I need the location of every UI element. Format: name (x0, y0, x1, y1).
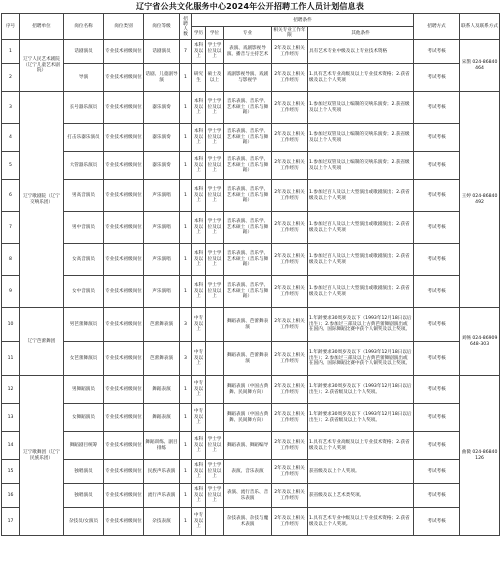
cell-category: 专业技术初级岗位 (104, 376, 144, 404)
cell-level: 舞蹈训练、剧目排练 (144, 432, 180, 460)
cell-exp: 2年及以上相关工作经历 (272, 64, 308, 92)
cell-category: 专业技术初级岗位 (104, 212, 144, 244)
cell-post: 女舞蹈演员 (64, 404, 104, 432)
cell-edu: 本科及以上 (192, 152, 206, 180)
cell-edu: 中专及以上 (192, 342, 206, 376)
cell-exp: 2年及以上相关工作经历 (272, 244, 308, 276)
header-level: 岗位等级 (144, 14, 180, 40)
cell-exp: 2年及以上相关工作经历 (272, 276, 308, 308)
cell-other: 1.参加过双管及以上编制的交响乐演奏；2.获省级及以上个人奖项 (308, 124, 414, 152)
cell-method: 考试考核 (414, 64, 460, 92)
table-row (2, 152, 500, 180)
cell-contact: 曲微 024-86840126 (460, 376, 500, 536)
table-row (2, 212, 500, 244)
cell-degree: 学士学位及以上 (206, 212, 224, 244)
cell-major: 舞蹈表演、芭蕾舞表演 (224, 308, 272, 342)
cell-post: 男芭蕾舞演员 (64, 308, 104, 342)
cell-other: 1.参加过百人及以上大型演出或歌剧演出；2.获省级及以上个人奖项 (308, 276, 414, 308)
cell-post: 独唱演员 (64, 484, 104, 508)
table-row (2, 64, 500, 92)
cell-other: 1.年龄要求30周岁及以下（1993年12月18日以后出生）；2.获省级及以上个人奖项。 (308, 376, 414, 404)
cell-other: 1.年龄要求30周岁及以下（1993年12月18日以后出生）；2.获省级及以上个人奖项。 (308, 404, 414, 432)
cell-edu: 中专及以上 (192, 308, 206, 342)
cell-edu: 中专及以上 (192, 404, 206, 432)
header-category: 岗位类别 (104, 14, 144, 40)
cell-post: 女芭蕾舞演员 (64, 342, 104, 376)
cell-method: 考试考核 (414, 92, 460, 124)
cell-degree (206, 508, 224, 536)
cell-num: 1 (180, 508, 192, 536)
cell-method: 考试考核 (414, 432, 460, 460)
cell-category: 专业技术初级岗位 (104, 404, 144, 432)
cell-num: 1 (180, 276, 192, 308)
cell-post: 男中音演员 (64, 212, 104, 244)
cell-major: 戏剧影视导演、戏剧与影视学 (224, 64, 272, 92)
cell-degree: 学士学位及以上 (206, 244, 224, 276)
header-unit: 招聘单位 (20, 14, 64, 40)
table-row (2, 92, 500, 124)
cell-level: 舞蹈表演 (144, 404, 180, 432)
cell-post: 独唱演员 (64, 460, 104, 484)
cell-post: 男舞蹈演员 (64, 376, 104, 404)
cell-post: 话剧演员 (64, 40, 104, 64)
cell-edu: 本科及以上 (192, 180, 206, 212)
cell-major: 舞蹈表演（中国古典舞、民间舞方向） (224, 404, 272, 432)
cell-major: 音乐表演、音乐学、艺术硕士（音乐与舞蹈） (224, 180, 272, 212)
cell-edu: 本科及以上 (192, 484, 206, 508)
cell-post: 长号器乐演员 (64, 92, 104, 124)
cell-post: 男高音演员 (64, 180, 104, 212)
header-exp: 相关专业工作年限 (273, 28, 306, 38)
header-edu: 学历 (192, 27, 206, 40)
cell-method: 考试考核 (414, 40, 460, 64)
cell-no: 1 (2, 40, 20, 64)
cell-exp: 2年及以上相关工作经历 (272, 212, 308, 244)
cell-method: 考试考核 (414, 124, 460, 152)
cell-edu: 本科及以上 (192, 212, 206, 244)
cell-method: 考试考核 (414, 460, 460, 484)
cell-edu: 本科及以上 (192, 40, 206, 64)
header-method: 招聘方式 (414, 14, 460, 40)
cell-edu: 研究生 (192, 64, 206, 92)
cell-major: 舞蹈表演（中国古典舞、民间舞方向） (224, 376, 272, 404)
cell-method: 考试考核 (414, 152, 460, 180)
cell-major: 表演、戏剧影视导演、播音与主持艺术 (224, 40, 272, 64)
cell-major: 音乐表演、音乐学、艺术硕士（音乐与舞蹈） (224, 244, 272, 276)
cell-num: 1 (180, 152, 192, 180)
header-contact: 联系人及联系方式 (460, 14, 500, 40)
table-row (2, 460, 500, 484)
cell-exp: 2年及以上相关工作经历 (272, 180, 308, 212)
cell-level: 杂技表演 (144, 508, 180, 536)
cell-degree (206, 308, 224, 342)
cell-category: 专业技术初级岗位 (104, 484, 144, 508)
cell-no: 5 (2, 152, 20, 180)
header-degree: 学位 (206, 27, 224, 40)
cell-level: 声乐演唱 (144, 244, 180, 276)
cell-no: 7 (2, 212, 20, 244)
cell-level: 芭蕾舞表演 (144, 342, 180, 376)
table-row (2, 432, 500, 460)
cell-num: 1 (180, 92, 192, 124)
cell-post: 女高音演员 (64, 244, 104, 276)
table-row (2, 484, 500, 508)
cell-level: 声乐演唱 (144, 180, 180, 212)
cell-method: 考试考核 (414, 244, 460, 276)
cell-other: 获省级及以上个人奖项。 (308, 460, 414, 484)
cell-major: 音乐表演、音乐学、艺术硕士（音乐与舞蹈） (224, 212, 272, 244)
cell-method: 考试考核 (414, 308, 460, 342)
cell-method: 考试考核 (414, 212, 460, 244)
cell-level: 话剧演员 (144, 40, 180, 64)
cell-method: 考试考核 (414, 484, 460, 508)
cell-exp: 2年及以上相关工作经历 (272, 460, 308, 484)
cell-post: 女中音演员 (64, 276, 104, 308)
cell-category: 专业技术初级岗位 (104, 124, 144, 152)
cell-num: 1 (180, 244, 192, 276)
cell-edu: 本科及以上 (192, 460, 206, 484)
cell-other: 1.参加过双管及以上编制的交响乐演奏；2.获省级及以上个人奖项 (308, 92, 414, 124)
cell-degree (206, 404, 224, 432)
cell-category: 专业技术初级岗位 (104, 64, 144, 92)
cell-no: 6 (2, 180, 20, 212)
cell-level: 话剧、儿童剧导演 (144, 64, 180, 92)
cell-no: 11 (2, 342, 20, 376)
cell-exp: 2年及以上相关工作经历 (272, 342, 308, 376)
cell-degree (206, 342, 224, 376)
cell-category: 专业技术初级岗位 (104, 40, 144, 64)
cell-num: 7 (180, 40, 192, 64)
cell-level: 声乐演唱 (144, 212, 180, 244)
cell-exp: 2年及以上相关工作经历 (272, 152, 308, 180)
cell-category: 专业技术初级岗位 (104, 244, 144, 276)
cell-degree: 学士学位及以上 (206, 124, 224, 152)
cell-unit: 辽宁芭蕾舞团 (20, 308, 64, 376)
table-row (2, 308, 500, 342)
cell-other: 1.参加过双管及以上编制的交响乐演奏；2.获省级及以上个人奖项 (308, 152, 414, 180)
cell-degree: 学士学位及以上 (206, 460, 224, 484)
page-title: 辽宁省公共文化服务中心2024年公开招聘工作人员计划信息表 (135, 2, 365, 11)
cell-edu: 本科及以上 (192, 124, 206, 152)
cell-num: 1 (180, 376, 192, 404)
cell-degree: 学士学位及以上 (206, 276, 224, 308)
table-row (2, 180, 500, 212)
cell-no: 14 (2, 432, 20, 460)
cell-exp: 2年及以上相关工作经历 (272, 308, 308, 342)
cell-category: 专业技术初级岗位 (104, 92, 144, 124)
cell-no: 3 (2, 92, 20, 124)
cell-level: 声乐演唱 (144, 276, 180, 308)
cell-level: 器乐演奏 (144, 124, 180, 152)
cell-method: 考试考核 (414, 180, 460, 212)
cell-other: 获省级及以上艺术类奖项。 (308, 484, 414, 508)
cell-no: 12 (2, 376, 20, 404)
cell-method: 考试考核 (414, 376, 460, 404)
table-row (2, 376, 500, 404)
cell-level: 舞蹈表演 (144, 376, 180, 404)
cell-num: 1 (180, 124, 192, 152)
cell-category: 专业技术初级岗位 (104, 308, 144, 342)
table-row (2, 404, 500, 432)
cell-exp: 2年及以上相关工作经历 (272, 40, 308, 64)
cell-exp: 2年及以上相关工作经历 (272, 484, 308, 508)
cell-contact: 宋鹊 024-86840464 (460, 40, 500, 92)
cell-unit: 辽宁歌剧院（辽宁交响乐团） (20, 92, 64, 308)
cell-unit: 辽宁人民艺术剧院（辽宁儿童艺术剧院） (20, 40, 64, 92)
cell-no: 4 (2, 124, 20, 152)
cell-num: 1 (180, 484, 192, 508)
cell-level: 器乐演奏 (144, 92, 180, 124)
header-post: 岗位名称 (64, 14, 104, 40)
cell-other: 1.具有艺术专业高级及以上专业技术资格；2.获省级及以上个人奖项 (308, 64, 414, 92)
cell-other: 1.年龄要求30周岁及以下（1993年12月18日以后出生）；2.参加过三部及以上古典芭蕾舞剧演出或在国内、国际舞蹈比赛中获个人铜奖及以上奖项。 (308, 342, 414, 376)
cell-no: 17 (2, 508, 20, 536)
cell-num: 1 (180, 64, 192, 92)
table-row (2, 508, 500, 536)
cell-edu: 本科及以上 (192, 92, 206, 124)
cell-other: 1.参加过百人及以上大型演出或歌剧演出；2.获省级及以上个人奖项 (308, 212, 414, 244)
cell-major: 杂技表演、杂技与魔术表演 (224, 508, 272, 536)
cell-method: 考试考核 (414, 342, 460, 376)
table-row (2, 124, 500, 152)
cell-exp: 2年及以上相关工作经历 (272, 432, 308, 460)
cell-other: 1.参加过百人及以上大型演出或歌剧演出；2.获省级及以上个人奖项 (308, 180, 414, 212)
cell-major: 舞蹈表演、芭蕾舞表演 (224, 342, 272, 376)
cell-major: 音乐表演、音乐学、艺术硕士（音乐与舞蹈） (224, 124, 272, 152)
cell-no: 10 (2, 308, 20, 342)
cell-exp: 2年及以上相关工作经历 (272, 92, 308, 124)
cell-edu: 中专及以上 (192, 508, 206, 536)
cell-no: 8 (2, 244, 20, 276)
table-row (2, 244, 500, 276)
cell-degree: 学士学位及以上 (206, 40, 224, 64)
table-row (2, 40, 500, 64)
cell-other: 1.年龄要求30周岁及以下（1993年12月18日以后出生）；2.参加过三部及以上古典芭蕾舞剧演出或在国内、国际舞蹈比赛中获个人铜奖及以上奖项。 (308, 308, 414, 342)
header-row-1 (2, 14, 500, 27)
cell-contact: 刘畅 024-86909648-303 (460, 308, 500, 376)
cell-level: 芭蕾舞表演 (144, 308, 180, 342)
cell-degree: 学士学位及以上 (206, 180, 224, 212)
cell-degree: 学士学位及以上 (206, 92, 224, 124)
cell-post: 舞蹈剧目统筹 (64, 432, 104, 460)
cell-edu: 本科及以上 (192, 244, 206, 276)
cell-edu: 本科及以上 (192, 432, 206, 460)
cell-category: 专业技术初级岗位 (104, 508, 144, 536)
cell-exp: 2年及以上相关工作经历 (272, 404, 308, 432)
cell-major: 舞蹈表演、舞蹈编导 (224, 432, 272, 460)
cell-edu: 本科及以上 (192, 276, 206, 308)
cell-degree: 学士学位及以上 (206, 432, 224, 460)
cell-unit: 辽宁歌舞团（辽宁民族乐团） (20, 376, 64, 536)
cell-category: 专业技术初级岗位 (104, 180, 144, 212)
cell-no: 16 (2, 484, 20, 508)
cell-post: 导演 (64, 64, 104, 92)
cell-exp: 2年及以上相关工作经历 (272, 124, 308, 152)
header-major: 专业 (224, 27, 272, 40)
cell-num: 1 (180, 432, 192, 460)
cell-post: 打击乐器乐演员 (64, 124, 104, 152)
cell-degree (206, 376, 224, 404)
cell-category: 专业技术初级岗位 (104, 342, 144, 376)
cell-exp: 2年及以上相关工作经历 (272, 376, 308, 404)
table-row (2, 342, 500, 376)
cell-no: 15 (2, 460, 20, 484)
cell-post: 杂技员/女演员 (64, 508, 104, 536)
cell-other: 1.具有艺术专业高级及以上专业技术资格；2.获省级及以上个人奖项 (308, 432, 414, 460)
cell-exp: 2年及以上相关工作经历 (272, 508, 308, 536)
cell-no: 2 (2, 64, 20, 92)
cell-post: 大管器乐演员 (64, 152, 104, 180)
cell-num: 1 (180, 460, 192, 484)
cell-category: 专业技术初级岗位 (104, 460, 144, 484)
cell-major: 音乐表演、音乐学、艺术硕士（音乐与舞蹈） (224, 152, 272, 180)
cell-major: 音乐表演、音乐学、艺术硕士（音乐与舞蹈） (224, 276, 272, 308)
recruitment-table (1, 13, 500, 536)
cell-method: 考试考核 (414, 276, 460, 308)
cell-degree: 学士学位及以上 (206, 152, 224, 180)
cell-major: 表演、音乐表演 (224, 460, 272, 484)
header-conditions: 招聘条件 (192, 14, 414, 27)
cell-level: 流行声乐表演 (144, 484, 180, 508)
header-num: 招聘人数 (180, 14, 192, 40)
cell-level: 器乐演奏 (144, 152, 180, 180)
cell-other: 1.具有艺术专业中级及以上专业技术资格；2.获省级及以上个人奖项。 (308, 508, 414, 536)
header-other: 其他条件 (308, 27, 414, 40)
cell-method: 考试考核 (414, 508, 460, 536)
cell-num: 3 (180, 308, 192, 342)
cell-no: 9 (2, 276, 20, 308)
cell-category: 专业技术初级岗位 (104, 432, 144, 460)
cell-edu: 中专及以上 (192, 376, 206, 404)
cell-num: 1 (180, 212, 192, 244)
header-no: 序号 (2, 14, 20, 40)
cell-contact: 王婷 024-86840492 (460, 92, 500, 308)
cell-major: 表演、流行音乐、音乐表演 (224, 484, 272, 508)
cell-major: 音乐表演、音乐学、艺术硕士（音乐与舞蹈） (224, 92, 272, 124)
cell-category: 专业技术初级岗位 (104, 276, 144, 308)
cell-num: 3 (180, 342, 192, 376)
cell-level: 民族声乐表演 (144, 460, 180, 484)
cell-other: 1.参加过百人及以上大型演出或歌剧演出；2.获省级及以上个人奖项 (308, 244, 414, 276)
cell-degree: 硕士及以上 (206, 64, 224, 92)
cell-method: 考试考核 (414, 404, 460, 432)
cell-num: 1 (180, 404, 192, 432)
cell-category: 专业技术初级岗位 (104, 152, 144, 180)
cell-degree: 学士学位及以上 (206, 484, 224, 508)
table-row (2, 276, 500, 308)
cell-num: 1 (180, 180, 192, 212)
cell-other: 具有艺术专业中级及以上专业技术资格 (308, 40, 414, 64)
cell-no: 13 (2, 404, 20, 432)
